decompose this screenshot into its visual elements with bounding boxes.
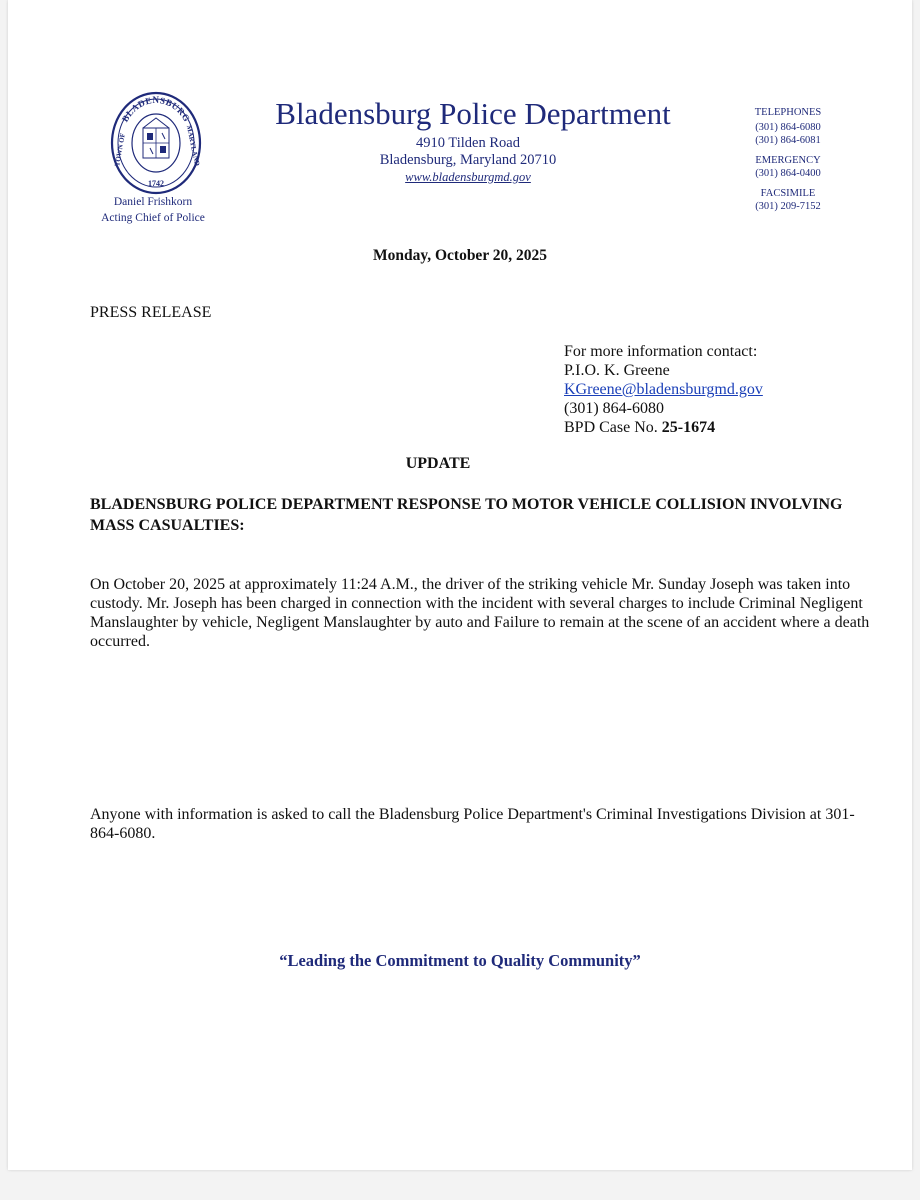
- contact-intro: For more information contact:: [564, 343, 758, 360]
- emergency-label: EMERGENCY: [755, 155, 821, 166]
- update-heading: UPDATE: [405, 455, 471, 472]
- seal-year: 1742: [148, 179, 164, 188]
- telephone-number-2: (301) 864-6081: [755, 135, 821, 146]
- contact-email-link[interactable]: KGreene@bladensburgmd.gov: [564, 381, 763, 398]
- case-label: BPD Case No.: [564, 419, 658, 436]
- contact-block: [564, 342, 763, 437]
- paragraph-contact-request: Anyone with information is asked to call the Bladensburg Police Department's Criminal Investigations Division at 301-864-6080.: [90, 806, 855, 842]
- emergency-number: (301) 864-0400: [755, 168, 821, 179]
- case-number: 25-1674: [661, 419, 716, 436]
- contact-name: P.I.O. K. Greene: [564, 362, 670, 379]
- paragraph-custody: On October 20, 2025 at approximately 11:24 A.M., the driver of the striking vehicle Mr. Sunday Joseph was taken into custody. Mr. Joseph has been charged in connection with the incident with several charges to include Criminal Negligent Manslaughter by vehicle, Negligent Manslaughter by auto and Failure to remain at the scene of an accident where a death occurred.: [90, 576, 870, 650]
- chief-name: Daniel Frishkorn: [113, 196, 193, 208]
- address-line-1: 4910 Tilden Road: [416, 135, 520, 151]
- department-motto: “Leading the Commitment to Quality Community”: [279, 951, 641, 970]
- facsimile-number: (301) 209-7152: [755, 201, 821, 212]
- website-link[interactable]: www.bladensburgmd.gov: [405, 170, 531, 184]
- headline: BLADENSBURG POLICE DEPARTMENT RESPONSE TO MOTOR VEHICLE COLLISION INVOLVING MASS CASUALTIES:: [90, 496, 843, 534]
- telephone-number-1: (301) 864-6080: [755, 122, 821, 133]
- seal-right-text: MARYLAND: [184, 124, 202, 167]
- press-release-page: [8, 0, 912, 1170]
- facsimile-label: FACSIMILE: [760, 188, 816, 199]
- seal-top-text: BLADENSBURG: [119, 95, 193, 124]
- telephones-label: TELEPHONES: [754, 107, 822, 118]
- contact-phone: (301) 864-6080: [564, 400, 664, 417]
- town-seal-logo: [108, 88, 204, 198]
- address-line-2: Bladensburg, Maryland 20710: [379, 152, 557, 168]
- seal-left-text: TOWN OF: [113, 132, 127, 167]
- case-number-line: [564, 418, 763, 437]
- department-name: Bladensburg Police Department: [275, 96, 671, 131]
- press-release-label: PRESS RELEASE: [90, 304, 212, 321]
- chief-title: Acting Chief of Police: [101, 212, 205, 224]
- release-date: Monday, October 20, 2025: [372, 247, 548, 264]
